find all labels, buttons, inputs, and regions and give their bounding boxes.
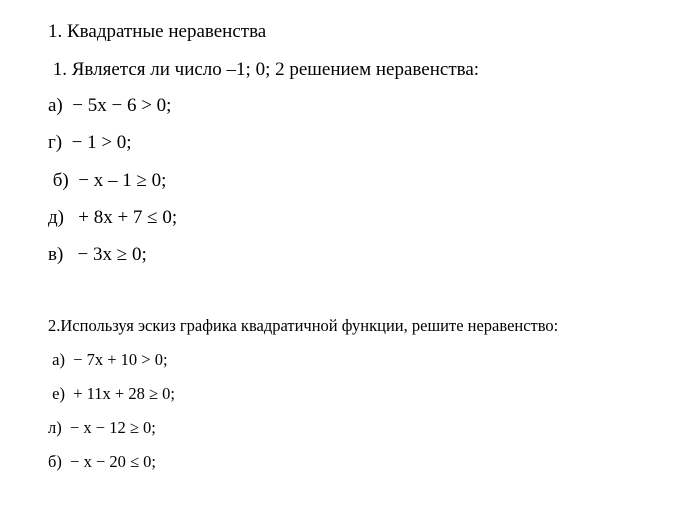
task1-heading: 1. Является ли число –1; 0; 2 решением неравенства: [48, 59, 480, 80]
section-title: 1. Квадратные неравенства [48, 21, 267, 42]
task1-item-v: в) − 3x ≥ 0; [48, 244, 147, 265]
task2-item-b: б) − x − 20 ≤ 0; [48, 452, 157, 471]
task2-item-e: е) + 11x + 28 ≥ 0; [48, 384, 175, 403]
task1-item-a: а) − 5x − 6 > 0; [48, 95, 172, 116]
task2-item-a: а) − 7x + 10 > 0; [48, 350, 168, 369]
task1-item-b: б) − x – 1 ≥ 0; [48, 170, 167, 191]
task1-item-d: д) + 8x + 7 ≤ 0; [48, 207, 178, 228]
task1-item-g: г) − 1 > 0; [48, 132, 132, 153]
task2-item-l: л) − x − 12 ≥ 0; [48, 418, 156, 437]
task2-heading: 2.Используя эскиз графика квадратичной функции, решите неравенство: [48, 316, 559, 335]
